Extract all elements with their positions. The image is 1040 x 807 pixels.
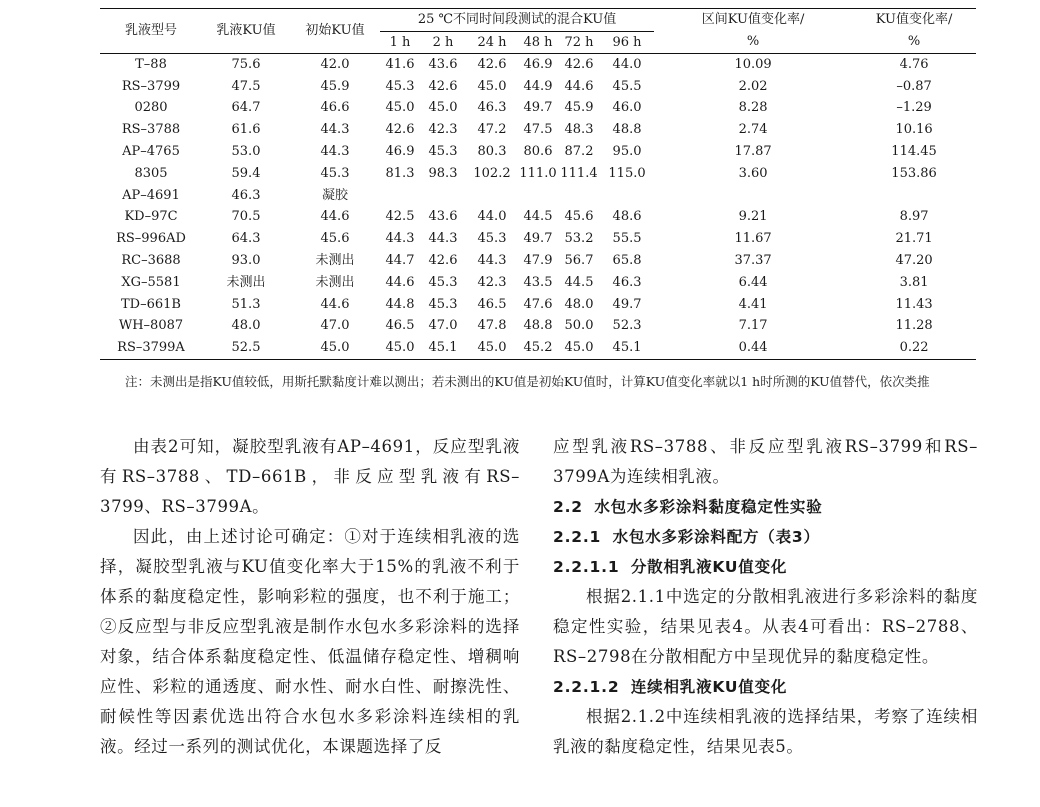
header-time-group: 25 ℃不同时间段测试的混合KU值 [380,9,654,32]
header-ku-rate-unit: % [907,34,921,50]
header-interval-rate-unit: % [746,34,760,50]
table-cell: 10.16 [895,122,933,138]
cell-model: RS–3799 [121,78,181,94]
paragraph: 根据2.1.2中连续相乳液的选择结果，考察了连续相乳液的黏度稳定性，结果见表5。 [553,707,978,756]
table-cell: 53.2 [564,231,594,247]
table-cell: 45.6 [320,231,350,247]
table-cell: 65.8 [612,253,642,269]
table-cell: 111.4 [560,165,598,181]
table-cell: 47.20 [895,253,933,269]
table-cell: 80.3 [477,144,507,160]
table-cell: 44.3 [477,253,507,269]
table-cell: 44.9 [523,78,553,94]
table-cell: 42.6 [428,253,458,269]
table-cell: 51.3 [231,296,261,312]
table-row [100,98,976,120]
paragraph: 应型乳液RS–3788、非反应型乳液RS–3799和RS–3799A为连续相乳液。 [553,437,978,486]
table-cell: 37.37 [734,253,772,269]
table-cell: 44.3 [428,231,458,247]
subsubsection-heading [553,552,978,582]
table-row [100,316,976,338]
table-cell: 43.5 [523,274,553,290]
table-cell: 46.9 [385,144,415,160]
table-cell: 未测出 [315,253,355,269]
table-cell: 47.0 [320,318,350,334]
table-cell: 45.3 [428,296,458,312]
table-cell: 11.67 [734,231,772,247]
table-cell: 42.3 [428,122,458,138]
table-cell: 49.7 [523,231,553,247]
table-cell: 45.0 [466,337,518,359]
table-cell: 45.3 [428,144,458,160]
table-cell: 48.8 [612,122,642,138]
header-ku-rate: KU值变化率/ [875,12,953,28]
table-cell: 46.5 [385,318,415,334]
table-cell: 45.0 [385,100,415,116]
table-cell: 17.87 [734,144,772,160]
section-title: 分散相乳液KU值变化 [630,558,788,576]
table-cell: 46.3 [477,100,507,116]
table-cell: 4.76 [899,56,929,72]
section-number: 2.2.1.2 [553,678,620,696]
table-cell: 47.5 [523,122,553,138]
table-cell: 45.0 [558,337,600,359]
table-cell: 42.6 [385,122,415,138]
cell-model: AP–4765 [122,144,180,160]
table-cell: 111.0 [519,165,557,181]
table-cell: 9.21 [738,209,768,225]
table-cell: 46.3 [612,274,642,290]
table-cell: 45.1 [600,337,654,359]
table-cell: 45.3 [477,231,507,247]
table-cell: 52.5 [202,337,290,359]
table-row [100,250,976,272]
right-text-column [553,432,978,762]
header-time: 2 h [432,34,454,50]
table-cell: 48.8 [523,318,553,334]
cell-model: KD–97C [124,209,178,225]
table-cell: 64.3 [231,231,261,247]
table-cell: 2.02 [738,78,768,94]
section-number: 2.2.1 [553,528,602,546]
cell-model: T–88 [135,56,167,72]
table-cell: 8.28 [738,100,768,116]
table-cell: 95.0 [612,144,642,160]
table-cell: 45.1 [420,337,466,359]
table-cell: 61.6 [231,122,261,138]
table-cell: 44.6 [385,274,415,290]
table-cell [420,185,466,207]
table-cell: 43.6 [428,56,458,72]
table-cell: 凝胶 [321,187,348,203]
table-cell: 10.09 [734,56,772,72]
table-cell: 115.0 [608,165,646,181]
table-cell: 44.6 [564,78,594,94]
table-cell: 47.9 [523,253,553,269]
table-row [100,54,976,76]
table-cell: 45.3 [320,165,350,181]
table-cell [518,185,558,207]
table-cell: 4.41 [738,296,768,312]
cell-model: TD–661B [121,296,181,312]
table-cell: 45.9 [564,100,594,116]
table-cell: 44.6 [320,296,350,312]
table-cell: 45.0 [380,337,420,359]
table-cell: 45.3 [385,78,415,94]
section-title: 水包水多彩涂料配方（表3） [612,528,820,546]
table-cell: 48.0 [231,318,261,334]
header-time: 72 h [564,34,594,50]
table-cell: 45.0 [290,337,380,359]
table-cell: 47.0 [428,318,458,334]
section-number: 2.2.1.1 [553,558,620,576]
header-initial-ku: 初始KU值 [305,23,365,38]
table-row [100,228,976,250]
section-number: 2.2 [553,498,583,516]
table-cell: 2.74 [738,122,768,138]
cell-model: RC–3688 [121,253,181,269]
table-cell: 41.6 [385,56,415,72]
table-cell: 11.28 [895,318,933,334]
table-cell: 42.6 [428,78,458,94]
table-cell: 45.0 [477,78,507,94]
table-row [100,272,976,294]
cell-model: 0280 [134,100,168,116]
table-cell: 50.0 [564,318,594,334]
table-cell: 21.71 [895,231,933,247]
table-cell: 49.7 [612,296,642,312]
table-cell: 44.5 [564,274,594,290]
left-text-column [100,432,520,762]
table-cell: 44.6 [320,209,350,225]
paragraph: 根据2.1.1中选定的分散相乳液进行多彩涂料的黏度稳定性实验，结果见表4。从表4可看出：RS–2788、RS–2798在分散相配方中呈现优异的黏度稳定性。 [553,587,978,666]
table-note: 注：未测出是指KU值较低，用斯托默黏度计难以测出；若未测出的KU值是初始KU值时，计算KU值变化率就以1 h时所测的KU值替代，依次类推 [125,374,930,389]
table-cell [380,185,420,207]
cell-model: WH–8087 [118,318,184,334]
table-cell: 87.2 [564,144,594,160]
table-cell: 46.9 [523,56,553,72]
table-cell: 42.6 [477,56,507,72]
table-cell: 45.0 [428,100,458,116]
data-table-container [100,8,976,360]
table-cell: 81.3 [385,165,415,181]
table-cell: 45.2 [518,337,558,359]
table-cell: –1.29 [896,100,932,116]
table-row [100,141,976,163]
table-cell: 64.7 [231,100,261,116]
table-cell: 42.6 [564,56,594,72]
table-row [100,76,976,98]
table-cell: 43.6 [428,209,458,225]
table-cell: 44.5 [523,209,553,225]
table-cell [466,185,518,207]
table-cell: 53.0 [231,144,261,160]
table-cell: 42.3 [477,274,507,290]
table-cell: 70.5 [231,209,261,225]
cell-model: XG–5581 [121,274,181,290]
table-cell: 45.9 [320,78,350,94]
table-cell: 153.86 [891,165,937,181]
table-cell: 48.0 [564,296,594,312]
cell-model: RS–3799A [100,337,202,359]
table-cell: 44.0 [612,56,642,72]
subsubsection-heading [553,672,978,702]
table-cell: 3.60 [738,165,768,181]
table-cell: 11.43 [895,296,933,312]
table-row [100,207,976,229]
table-cell: 93.0 [231,253,261,269]
table-cell: 47.5 [231,78,261,94]
cell-model: RS–996AD [116,231,186,247]
paragraph: 由表2可知，凝胶型乳液有AP–4691，反应型乳液有RS–3788、TD–661B，非反应型乳液有RS–3799、RS–3799A。 [100,437,520,516]
table-cell: 0.22 [852,337,976,359]
ku-value-table [100,8,976,360]
table-cell: 46.0 [612,100,642,116]
table-cell: 42.5 [385,209,415,225]
table-cell: 98.3 [428,165,458,181]
table-cell: 80.6 [523,144,553,160]
section-heading [553,492,978,522]
table-cell: 7.17 [738,318,768,334]
table-cell [654,185,852,207]
table-row [100,337,976,359]
header-time: 1 h [389,34,411,50]
table-cell: 46.5 [477,296,507,312]
header-time: 96 h [612,34,642,50]
table-cell: 44.7 [385,253,415,269]
table-cell [852,185,976,207]
table-row [100,119,976,141]
table-cell: 47.8 [477,318,507,334]
table-cell: 75.6 [231,56,261,72]
table-cell: 未测出 [226,274,266,290]
table-cell: 47.6 [523,296,553,312]
header-emulsion-ku: 乳液KU值 [216,23,276,38]
table-cell: 46.3 [231,187,261,203]
table-row [100,294,976,316]
table-cell: 44.3 [385,231,415,247]
table-cell: 44.3 [320,122,350,138]
table-cell: 49.7 [523,100,553,116]
table-row [100,185,976,207]
table-cell: 55.5 [612,231,642,247]
table-cell: 59.4 [231,165,261,181]
table-cell: 44.8 [385,296,415,312]
section-title: 连续相乳液KU值变化 [630,678,788,696]
table-cell: 45.6 [564,209,594,225]
cell-model: 8305 [134,165,168,181]
table-cell [558,185,600,207]
cell-model: AP–4691 [122,187,180,203]
table-cell: 45.3 [428,274,458,290]
table-cell: 45.5 [612,78,642,94]
table-cell: 42.0 [320,56,350,72]
table-cell: 47.2 [477,122,507,138]
table-cell: 114.45 [891,144,937,160]
table-cell: 6.44 [738,274,768,290]
table-cell: 52.3 [612,318,642,334]
table-cell: 3.81 [899,274,929,290]
table-cell: 未测出 [315,274,355,290]
table-body [100,54,976,360]
table-cell: 44.0 [477,209,507,225]
table-cell: –0.87 [896,78,932,94]
header-time: 48 h [523,34,553,50]
section-title: 水包水多彩涂料黏度稳定性实验 [594,498,823,516]
header-interval-rate: 区间KU值变化率/ [701,12,805,28]
header-time: 24 h [477,34,507,50]
paragraph: 因此，由上述讨论可确定：①对于连续相乳液的选择，凝胶型乳液与KU值变化率大于15%的乳液不利于体系的黏度稳定性，影响彩粒的强度，也不利于施工；②反应型与非反应型乳液是制作水包水多彩涂料的选择对象，结合体系黏度稳定性、低温储存稳定性、增稠响应性、彩粒的通透度、耐水性、耐水白性、耐擦洗性、耐候性等因素优选出符合水包水多彩涂料连续相的乳液。经过一系列的测试优化，本课题选择了反 [100,527,520,756]
table-cell: 102.2 [473,165,511,181]
table-cell: 48.6 [612,209,642,225]
table-cell: 44.3 [320,144,350,160]
subsection-heading [553,522,978,552]
header-model: 乳液型号 [124,23,177,38]
table-cell: 46.6 [320,100,350,116]
table-cell: 0.44 [654,337,852,359]
table-cell [600,185,654,207]
table-row [100,163,976,185]
table-cell: 48.3 [564,122,594,138]
cell-model: RS–3788 [121,122,181,138]
table-cell: 8.97 [899,209,929,225]
table-cell: 56.7 [564,253,594,269]
